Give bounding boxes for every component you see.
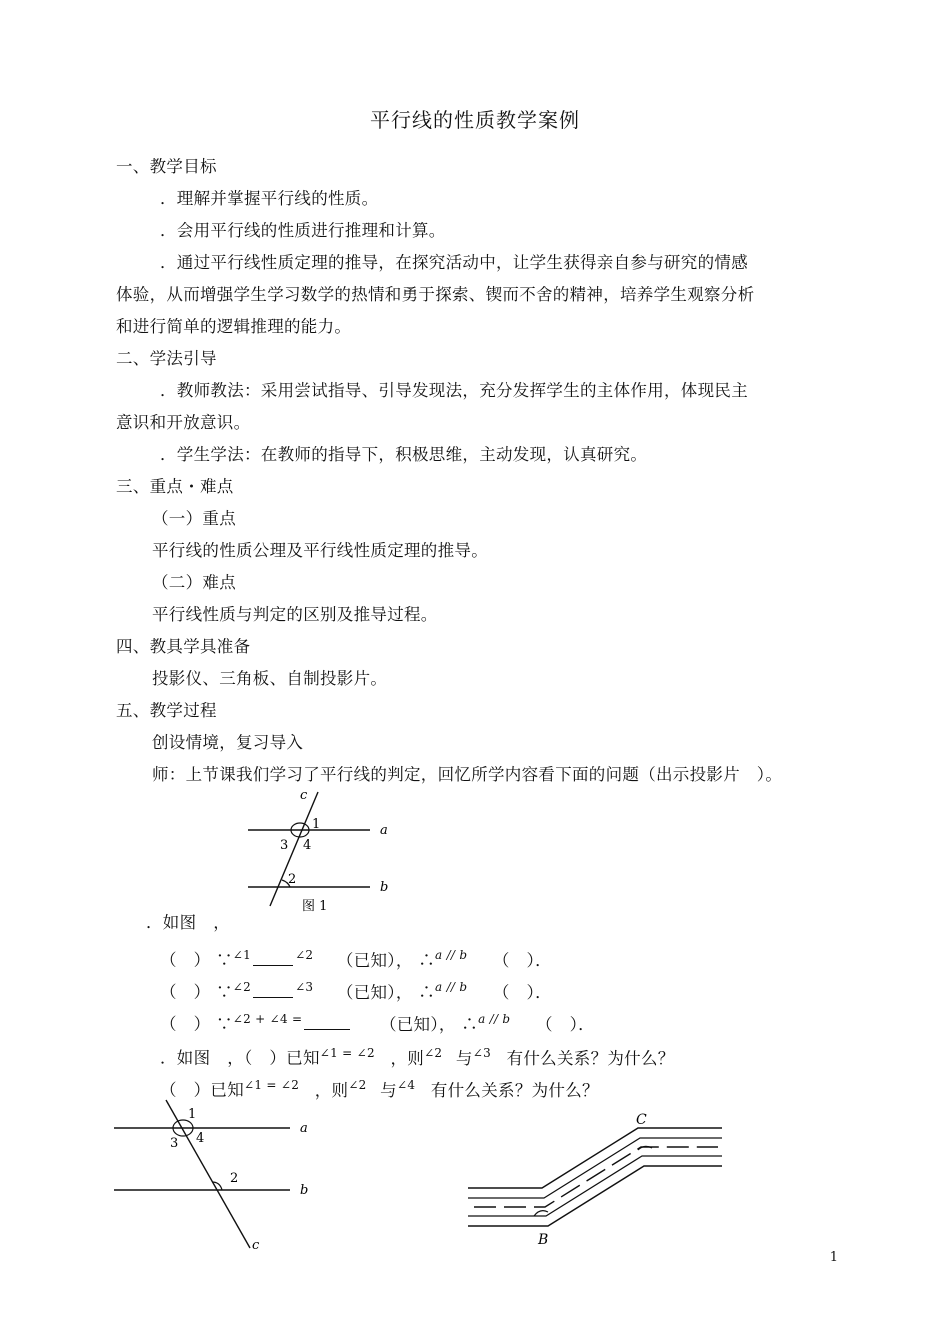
- figure-3: [462, 1108, 732, 1248]
- goal-item-3-cont2: 和进行简单的逻辑推理的能力。: [116, 317, 352, 336]
- label-1: 1: [312, 817, 321, 832]
- difficulty-heading: （二）难点: [152, 573, 236, 592]
- label-4: 4: [303, 838, 312, 853]
- label-2: 2: [288, 872, 297, 887]
- key-point-text: 平行线的性质公理及平行线性质定理的推导。: [152, 541, 488, 560]
- label-b: b: [300, 1183, 309, 1198]
- label-b: b: [380, 880, 389, 895]
- label-3: 3: [280, 838, 289, 853]
- section-heading-5: 五、教学过程: [116, 701, 217, 720]
- label-c: c: [300, 788, 308, 803]
- method-item-1-cont: 意识和开放意识。: [116, 413, 251, 432]
- label-C: C: [636, 1112, 647, 1128]
- question-1-row-2: （ ） ∵$^{\angle 2}$ $^{\angle 3}$ （已知）， ∴$^{a // b}$ （ ）．: [160, 980, 552, 1002]
- section-heading-2: 二、学法引导: [116, 349, 217, 368]
- section-heading-4: 四、教具学具准备: [116, 637, 251, 656]
- label-1: 1: [188, 1107, 197, 1122]
- label-B: B: [538, 1232, 549, 1248]
- method-item-1: ．教师教法：采用尝试指导、引导发现法，充分发挥学生的主体作用，体现民主: [160, 381, 748, 400]
- label-c: c: [252, 1238, 260, 1253]
- section-heading-1: 一、教学目标: [116, 157, 217, 176]
- label-4: 4: [196, 1131, 205, 1146]
- difficulty-text: 平行线性质与判定的区别及推导过程。: [152, 605, 438, 624]
- answer-blank[interactable]: [304, 1017, 350, 1030]
- question-2-line-1: ．如图 ，（ ）已知$^{\angle 1 = \angle 2}$ ，则$^{\angle 2}$ 与$^{\angle 3}$ 有什么关系？为什么？: [160, 1046, 675, 1068]
- question-1-row-1: （ ） ∵$^{\angle 1}$ $^{\angle 2}$ （已知）， ∴$^{a // b}$ （ ）．: [160, 948, 552, 970]
- method-item-2: ．学生学法：在教师的指导下，积极思维，主动发现，认真研究。: [160, 445, 648, 464]
- answer-blank[interactable]: [253, 953, 293, 966]
- angle-arc-B: [534, 1211, 548, 1216]
- goal-item-2: ．会用平行线的性质进行推理和计算。: [160, 221, 446, 240]
- figure-1-caption: 图 1: [302, 899, 328, 914]
- page-number: 1: [829, 1250, 838, 1265]
- figure-3-svg: [462, 1108, 732, 1248]
- materials-text: 投影仪、三角板、自制投影片。: [152, 669, 388, 688]
- figure-2-svg: [110, 1096, 330, 1256]
- goal-item-1: ．理解并掌握平行线的性质。: [160, 189, 379, 208]
- section-heading-3: 三、重点・难点: [116, 477, 234, 496]
- figure-2: [110, 1096, 330, 1256]
- question-1-row-3: （ ） ∵$^{\angle 2 + \angle 4 =}$ （已知）， ∴$^{a // b}$ （ ）．: [160, 1012, 595, 1034]
- label-a: a: [380, 823, 388, 838]
- label-a: a: [300, 1121, 308, 1136]
- figure-1-svg: [240, 786, 410, 916]
- label-3: 3: [170, 1136, 179, 1151]
- page-title: 平行线的性质教学案例: [370, 108, 580, 132]
- answer-blank[interactable]: [253, 985, 293, 998]
- key-point-heading: （一）重点: [152, 509, 236, 528]
- label-2: 2: [230, 1171, 239, 1186]
- figure-1: [240, 786, 410, 916]
- teacher-prompt: 师：上节课我们学习了平行线的判定，回忆所学内容看下面的问题（出示投影片 ）。: [152, 765, 783, 784]
- question-1-intro: ．如图 ，: [146, 913, 230, 932]
- road-edge-top: [468, 1128, 722, 1188]
- process-intro: 创设情境，复习导入: [152, 733, 304, 752]
- question-2-line-2: （ ）已知$^{\angle 1 = \angle 2}$ ，则$^{\angle 2}$ 与$^{\angle 4}$ 有什么关系？为什么？: [160, 1078, 599, 1100]
- goal-item-3: ．通过平行线性质定理的推导，在探究活动中，让学生获得亲自参与研究的情感: [160, 253, 748, 272]
- goal-item-3-cont1: 体验，从而增强学生学习数学的热情和勇于探索、锲而不舍的精神，培养学生观察分析: [116, 285, 755, 304]
